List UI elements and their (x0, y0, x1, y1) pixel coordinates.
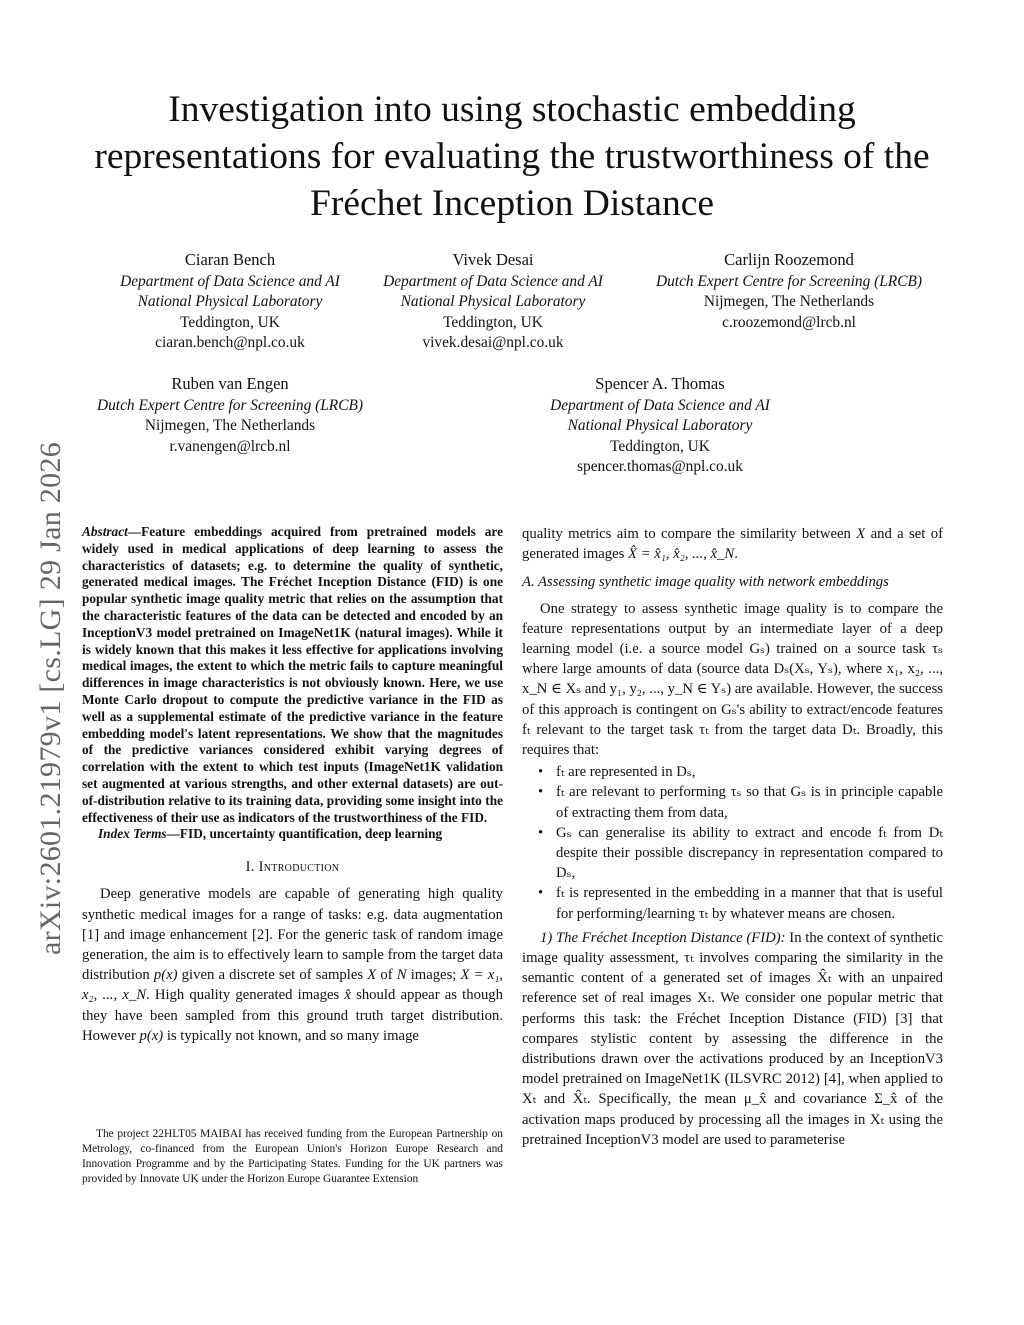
author-dept: Dutch Expert Centre for Screening (LRCB) (97, 396, 363, 414)
author-org: Nijmegen, The Netherlands (144, 417, 316, 434)
funding-footnote: The project 22HLT05 MAIBAI has received funding from the European Partnership on Metrology, co-financed from the European Union's Horizon Europe Research and Innovation Programme and by the Participating States. Funding for the UK partners was provided by Innovate UK under the Horizon Europe Guarantee Extension (82, 1128, 503, 1185)
author-place: Teddington, UK (443, 313, 543, 331)
list-item-text: fₜ are represented in Dₛ, (556, 764, 696, 781)
list-item (522, 762, 943, 782)
intro-paragraph (82, 884, 503, 1046)
abstract-text: —Feature embeddings acquired from pretrained models are widely used in medical applications of deep learning to assess the characteristics of datasets; e.g. to determine the quality of synthetic, generated medical images. The Fréchet Inception Distance (FID) is one popular synthetic image quality metric that relies on the assumption that the characteristic features of the data can be detected and encoded by an InceptionV3 model pretrained on ImageNet1K (natural images). While it is widely known that this makes it less effective for applications involving medical images, the extent to which the metric fails to capture meaningful differences in image characteristics is not obviously known. Here, we use Monte Carlo dropout to compute the predictive variance in the FID as well as a supplemental estimate of the predictive variance in the feature embedding model's latent representations. We show that the magnitudes of the predictive variances considered exhibit varying degrees of correlation with the extent to which test inputs (ImageNet1K validation set augmented at various strengths, and other external datasets) are out-of-distribution relative to its training data, providing some insight into the effectiveness of their use as indicators of the trustworthiness of the FID. (82, 524, 503, 825)
math-run: x̂ (344, 987, 351, 1004)
author-email: spencer.thomas@npl.co.uk (577, 458, 743, 475)
text-run: is typically not known, and so many image (163, 1027, 419, 1044)
math-run: p(x) (139, 1027, 164, 1044)
text-run: . High quality generated images (146, 987, 345, 1004)
author-name: Ruben van Engen (171, 374, 289, 393)
list-item (522, 823, 943, 884)
author-block (510, 374, 810, 478)
author-dept: Department of Data Science and AI (550, 396, 770, 414)
author-block (343, 250, 643, 354)
section-title: Introduction (258, 859, 340, 876)
paper-title: Investigation into using stochastic embedding representations for evaluating the trustworthiness of the Fréchet Inception Distance (94, 89, 930, 224)
math-run: X̂ = x̂₁, x̂₂, ..., x̂_N (628, 546, 735, 563)
text-run: given a discrete set of samples (177, 967, 368, 984)
fid-paragraph (522, 928, 943, 1150)
author-org: National Physical Laboratory (567, 417, 753, 434)
author-block (80, 250, 380, 354)
author-name: Spencer A. Thomas (595, 374, 725, 393)
math-run: p(x) (153, 967, 178, 984)
math-run: N (396, 967, 407, 984)
author-org: National Physical Laboratory (137, 293, 323, 310)
section-number: I. (245, 859, 259, 876)
index-terms-text: —FID, uncertainty quantification, deep learning (166, 826, 443, 842)
abstract-lead: Abstract (82, 524, 128, 539)
continued-paragraph (522, 524, 943, 564)
author-email: c.roozemond@lrcb.nl (722, 313, 856, 331)
arxiv-stamp: arXiv:2601.21979v1 [cs.LG] 29 Jan 2026 (34, 442, 67, 955)
list-item-text: fₜ are relevant to performing τₛ so that Gₛ is in principle capable of extracting them from data, (556, 784, 943, 821)
author-email: r.vanengen@lrcb.nl (169, 437, 291, 455)
author-dept: Department of Data Science and AI (383, 272, 603, 290)
fid-heading: 1) The Fréchet Inception Distance (FID): (540, 929, 786, 946)
author-name: Ciaran Bench (184, 250, 276, 269)
author-place: Teddington, UK (610, 437, 710, 455)
text-run: and a set of generated images (522, 526, 943, 563)
list-item (522, 883, 943, 923)
author-block (630, 250, 948, 333)
index-terms (98, 826, 503, 843)
author-block (80, 374, 380, 457)
author-email: vivek.desai@npl.co.uk (422, 334, 564, 351)
bullet-icon: • (538, 824, 544, 841)
author-dept: Dutch Expert Centre for Screening (LRCB) (656, 272, 922, 290)
text-run: of (376, 967, 397, 984)
text-run: quality metrics aim to compare the similarity between (522, 526, 857, 542)
bullet-icon: • (538, 885, 544, 902)
fid-text: In the context of synthetic image quality assessment, τₜ involves comparing the similarity in the semantic content of a generated set of images X̂ₜ with an unpaired reference set of real images Xₜ. We consider one popular metric that performs this task: the Fréchet Inception Distance (FID) [3] that compares stylistic content by assessing the difference in the distributions drawn over the activations produced by an InceptionV3 model pretrained on ImageNet1K (ILSVRC 2012) [4], when applied to Xₜ and X̂ₜ. Specifically, the mean μ_x̂ and covariance Σ_x̂ of the activation maps produced by processing all the images in Xₜ using the pretrained InceptionV3 model are used to parameterise (522, 929, 943, 1148)
text-run: images; (406, 967, 461, 984)
author-email: ciaran.bench@npl.co.uk (155, 334, 305, 351)
text-run: should appear as though they have been sampled from this ground truth target distribution. However (82, 987, 503, 1044)
bullet-icon: • (538, 764, 544, 781)
text-run: . (734, 546, 738, 563)
requirements-list (522, 762, 943, 924)
author-name: Vivek Desai (452, 250, 534, 269)
text-run: Deep generative models are capable of generating high quality synthetic medical images for a range of tasks: e.g. data augmentation [1] and image enhancement [2]. For the generic task of random image generation, the aim is to effectively learn to sample from the target data distribution (82, 886, 503, 984)
list-item (522, 782, 943, 822)
left-column (82, 524, 503, 1046)
author-dept: Department of Data Science and AI (120, 272, 340, 290)
author-name: Carlijn Roozemond (724, 250, 854, 269)
bullet-icon: • (538, 784, 544, 801)
right-column (522, 524, 943, 1150)
math-run: X (856, 526, 866, 542)
index-terms-lead: Index Terms (98, 826, 167, 842)
section-heading (82, 857, 503, 877)
author-place: Teddington, UK (180, 313, 280, 331)
strategy-paragraph: One strategy to assess synthetic image quality is to compare the feature representations output by an intermediate layer of a deep learning model (i.e. a source model Gₛ) trained on a source task τₛ where large amounts of data (source data Dₛ(Xₛ, Yₛ), where x₁, x₂, ..., x_N ∈ Xₛ and y₁, y₂, ..., y_N ∈ Yₛ) are available. However, the success of this approach is contingent on Gₛ's ability to extract/encode features fₜ relevant to the target task τₜ from the target data Dₜ. Broadly, this requires that: (522, 600, 943, 759)
list-item-text: fₜ is represented in the embedding in a manner that that is useful for performing/learning τₜ by whatever means are chosen. (556, 885, 943, 922)
author-org: National Physical Laboratory (400, 293, 586, 310)
abstract (82, 524, 503, 826)
math-run: X (367, 967, 377, 984)
list-item-text: Gₛ can generalise its ability to extract and encode fₜ from Dₜ despite their possible discrepancy in representation compared to Dₛ, (556, 824, 943, 882)
subsection-heading: A. Assessing synthetic image quality with network embeddings (522, 574, 889, 591)
math-run: X = x₁, x₂, ..., x_N (82, 967, 503, 1004)
author-org: Nijmegen, The Netherlands (703, 293, 875, 310)
